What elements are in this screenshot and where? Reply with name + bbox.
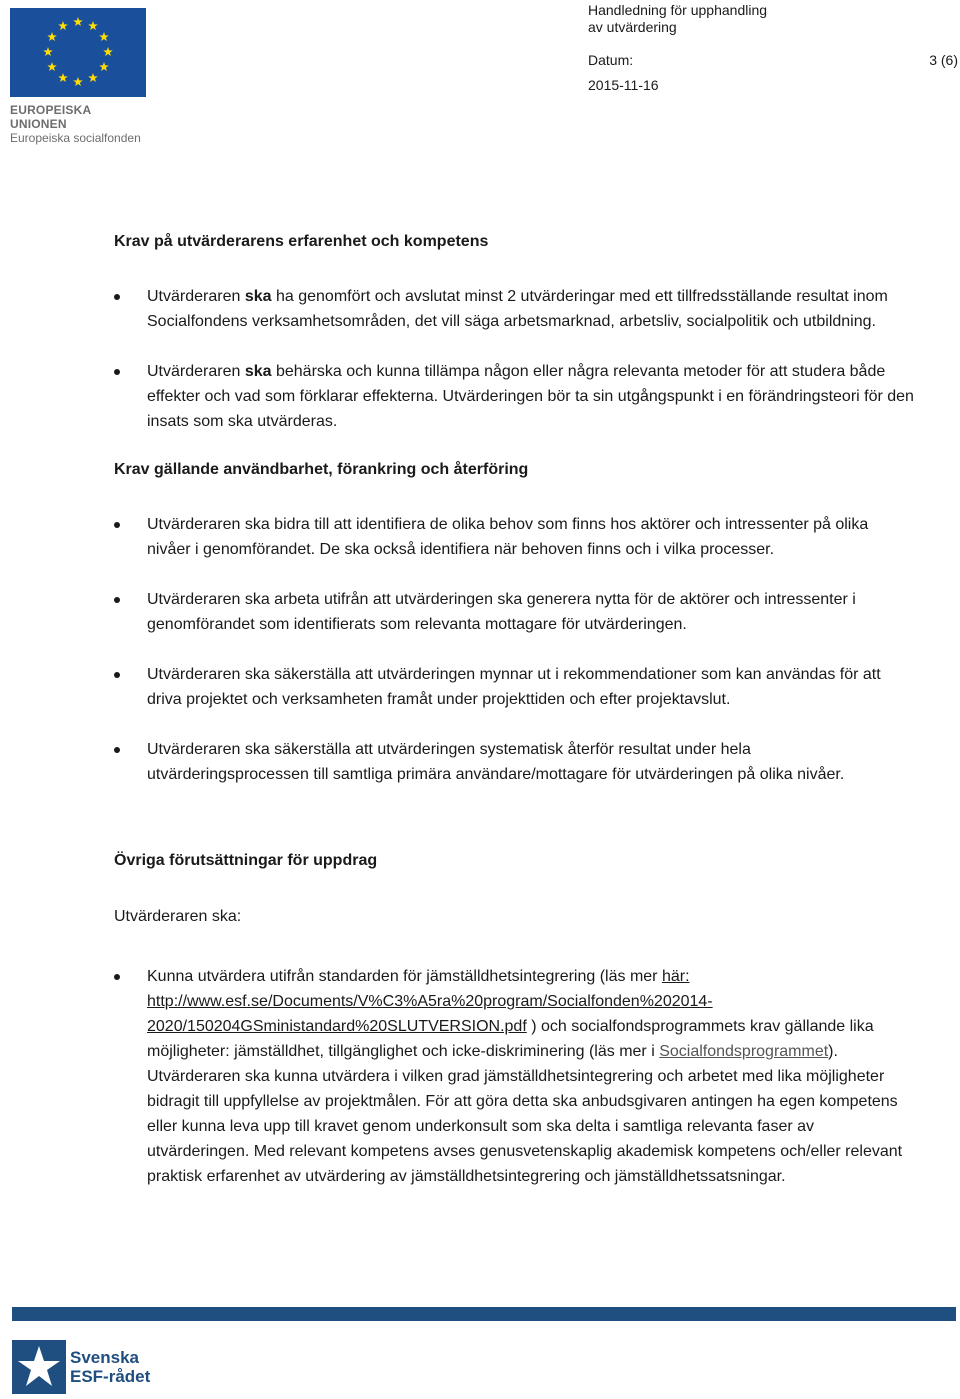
eu-star-icon	[58, 73, 68, 82]
eu-star-icon	[73, 77, 83, 86]
date-label: Datum:	[588, 52, 634, 68]
list-item: Utvärderaren ska säkerställa att utvärderingen systematisk återför resultat under hela utvärderingsprocessen till samtliga primära användare/mottagare för utvärderingen på olika nivåer.	[114, 737, 914, 787]
header-title-line2: av utvärdering	[588, 19, 677, 35]
eu-star-icon	[99, 62, 109, 71]
eu-logo-line1: EUROPEISKA UNIONEN	[10, 103, 91, 131]
eu-star-icon	[103, 47, 113, 56]
eu-star-icon	[47, 32, 57, 41]
eu-star-icon	[47, 62, 57, 71]
footer-divider	[12, 1307, 956, 1321]
eu-star-icon	[73, 17, 83, 26]
eu-logo-line2: Europeiska socialfonden	[10, 131, 141, 145]
list-item: Utvärderaren ska behärska och kunna tillämpa någon eller några relevanta metoder för att studera både effekter och vad som förklarar effekterna. Utvärderingen bör ta sin utgångspunkt i en förändringsteori för den insats som ska utvärderas.	[114, 359, 914, 434]
eu-star-icon	[58, 21, 68, 30]
list-item: Utvärderaren ska ha genomfört och avslutat minst 2 utvärderingar med ett tillfredsställande resultat inom Socialfondens verksamhetsområden, det vill säga arbetsmarknad, arbetsliv, socialpolitik och utbildning.	[114, 284, 914, 334]
header-title-line1: Handledning för upphandling	[588, 2, 768, 18]
list-item: Utvärderaren ska säkerställa att utvärderingen mynnar ut i rekommendationer som kan användas för att driva projektet och verksamheten framåt under projekttiden och efter projektavslut.	[114, 662, 914, 712]
list-item: Kunna utvärdera utifrån standarden för jämställdhetsintegrering (läs mer här: http://www.esf.se/Documents/V%C3%A5ra%20program/Socialfonden%202014-2020/150204GSministandard%20SLUTVERSION.pdf ) och socialfondsprogrammets krav gällande lika möjligheter: jämställdhet, tillgänglighet och icke-diskriminering (läs mer i Socialfondsprogrammet). Utvärderaren ska kunna utvärdera i vilken grad jämställdhetsintegrering och arbetet med lika möjligheter bidragit till uppfyllelse av projektmålen. För att göra detta ska anbudsgivaren antingen ha egen kompetens eller kunna leva upp till kravet genom underkonsult som ska delta i samtliga relevanta faser av utvärderingen. Med relevant kompetens avses genusvetenskaplig akademisk kompetens och/eller relevant praktisk erfarenhet av utvärdering av jämställdhetsintegrering och jämställdhetssatsningar.	[114, 964, 914, 1189]
eu-star-icon	[88, 73, 98, 82]
section-heading-experience: Krav på utvärderarens erfarenhet och kompetens	[114, 233, 489, 250]
document-header-title	[588, 2, 767, 36]
page-number: 3 (6)	[929, 52, 958, 68]
bullet-icon	[114, 369, 120, 375]
eu-flag-icon	[10, 8, 146, 97]
bullet-icon	[114, 747, 120, 753]
list-item: Utvärderaren ska bidra till att identifiera de olika behov som finns hos aktörer och intressenter på olika nivåer i genomförandet. De ska också identifiera när behoven finns och i vilka processer.	[114, 512, 914, 562]
section-intro: Utvärderaren ska:	[114, 908, 242, 925]
bullet-icon	[114, 522, 120, 528]
eu-logo	[10, 8, 148, 145]
socialfondsprogrammet-link[interactable]: Socialfondsprogrammet	[659, 1043, 829, 1060]
section-heading-usability: Krav gällande användbarhet, förankring och återföring	[114, 461, 529, 478]
esf-logo	[12, 1340, 150, 1394]
document-body	[114, 229, 914, 1189]
bullet-icon	[114, 672, 120, 678]
list-item: Utvärderaren ska arbeta utifrån att utvärderingen ska generera nytta för de aktörer och intressenter i genomförandet som identifierats som relevanta mottagare för utvärderingen.	[114, 587, 914, 637]
esf-standard-link[interactable]: här: http://www.esf.se/Documents/V%C3%A5ra%20program/Socialfonden%202014-2020/150204GSministandard%20SLUTVERSION.pdf	[147, 968, 713, 1035]
section-heading-other: Övriga förutsättningar för uppdrag	[114, 852, 378, 869]
esf-brand-line1: Svenska	[70, 1348, 139, 1367]
eu-star-icon	[43, 47, 53, 56]
eu-star-icon	[88, 21, 98, 30]
eu-star-icon	[99, 32, 109, 41]
bullet-icon	[114, 974, 120, 980]
document-date: 2015-11-16	[588, 77, 659, 93]
esf-star-icon	[12, 1340, 66, 1394]
esf-brand-line2: ESF-rådet	[70, 1367, 151, 1386]
bullet-icon	[114, 597, 120, 603]
bullet-icon	[114, 294, 120, 300]
